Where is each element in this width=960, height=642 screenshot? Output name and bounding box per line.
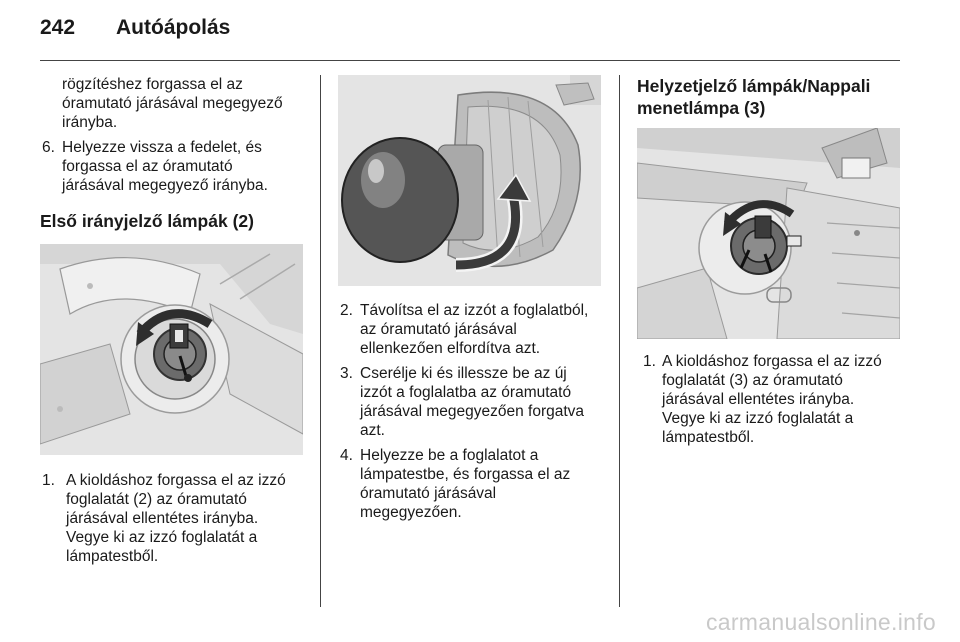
text-line: járásával ellentétes irányba. [66, 510, 259, 527]
text-line: A kioldáshoz forgassa el az izzó [66, 472, 286, 489]
column-divider-1 [320, 75, 321, 607]
text-line: járásával megegyező irányba. [62, 177, 268, 194]
text-line: óramutató járásával [360, 485, 497, 502]
section-heading-front-indicator: Első irányjelző lámpák (2) [40, 211, 254, 231]
column-divider-2 [619, 75, 620, 607]
watermark: carmanualsonline.info [705, 609, 936, 635]
text-line: óramutató járásával megegyező [62, 95, 283, 112]
text-line: A kioldáshoz forgassa el az izzó [662, 353, 882, 370]
text-line: járásával megegyezően forgatva [360, 403, 585, 420]
text-line: az óramutató járásával [360, 321, 517, 338]
section-heading-position-lamp: Helyzetjelző lámpák/Nappali [637, 76, 871, 96]
text-line: lámpatestbe, és forgassa el az [360, 466, 571, 483]
step-3 [338, 364, 608, 440]
page-title: Autóápolás [116, 16, 231, 39]
text-line: forgassa el az óramutató [62, 158, 233, 175]
text-line: Helyezze vissza a fedelet, és [62, 139, 262, 156]
text-line: lámpatestből. [662, 429, 755, 446]
step-2 [338, 301, 608, 358]
step-number: 3. [340, 365, 353, 382]
column-3 [637, 75, 902, 447]
step-4 [338, 446, 608, 522]
step-1-front-indicator [40, 471, 305, 566]
text-line: foglalatát (2) az óramutató [66, 491, 247, 508]
step-1-position-lamp [637, 352, 902, 447]
step-number: 2. [340, 302, 353, 319]
step-number: 1. [42, 472, 55, 489]
text-line: járásával ellentétes irányba. [662, 391, 855, 408]
text-line: lámpatestből. [66, 548, 159, 565]
figure-bulb-removal [338, 75, 601, 286]
text-line: Vegye ki az izzó foglalatát a [66, 529, 258, 546]
text-line: izzót a foglalatba az óramutató [360, 384, 572, 401]
figure-position-lamp-socket [637, 128, 900, 339]
text-line: azt. [360, 422, 385, 439]
column-1 [40, 75, 305, 566]
text-line: irányba. [62, 114, 118, 131]
step-number: 6. [42, 139, 55, 156]
section-heading-position-lamp-line-2: menetlámpa (3) [637, 98, 766, 118]
text-line: megegyezően. [360, 504, 462, 521]
header-rule [40, 60, 900, 61]
text-line: Vegye ki az izzó foglalatát a [662, 410, 854, 427]
page-number: 242 [40, 16, 76, 39]
text-line: rögzítéshez forgassa el az [62, 76, 243, 93]
column-2 [338, 75, 608, 522]
text-line: foglalatát (3) az óramutató [662, 372, 843, 389]
text-line: Cserélje ki és illessze be az új [360, 365, 567, 382]
step-number: 4. [340, 447, 353, 464]
continuation-text [40, 75, 305, 132]
text-line: ellenkezően elfordítva azt. [360, 340, 541, 357]
step-6 [40, 138, 305, 195]
text-line: Távolítsa el az izzót a foglalatból, [360, 302, 589, 319]
step-number: 1. [643, 353, 656, 370]
figure-front-indicator-socket [40, 244, 303, 455]
text-line: Helyezze be a foglalatot a [360, 447, 539, 464]
